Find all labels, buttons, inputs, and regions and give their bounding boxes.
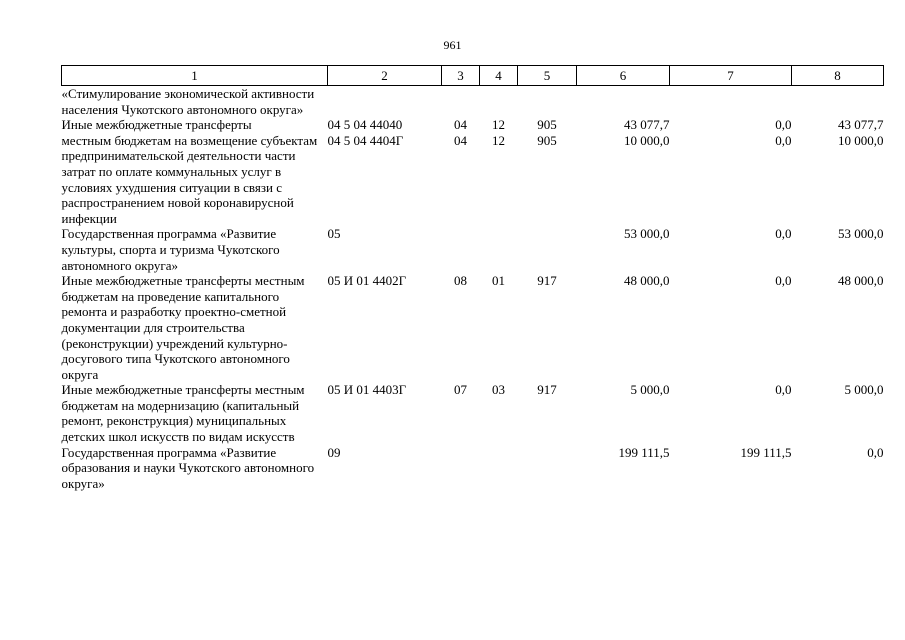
table-row: [62, 133, 884, 227]
row-subsection: [480, 226, 518, 273]
table-row: [62, 117, 884, 133]
row-amount-regional: 48 000,0: [838, 273, 884, 289]
row-name: «Стимулирование экономической активности населения Чукотского автономного округа»: [61, 86, 315, 117]
row-amount-federal: 0,0: [775, 132, 792, 148]
row-subsection: [480, 445, 518, 492]
row-amount-federal: 0,0: [775, 273, 792, 289]
row-amount-total: 48 000,0: [624, 273, 670, 289]
row-name: местным бюджетам на возмещение субъектам предпринимательской деятельности части затрат по оплате коммунальных услуг в условиях ухудшения ситуации в связи с распространением новой коронавирусной инфекции: [61, 132, 318, 226]
row-amount-total: [577, 86, 670, 118]
row-name: Государственная программа «Развитие культуры, спорта и туризма Чукотского автономного округа»: [61, 226, 280, 273]
header-col-3: 3: [442, 66, 480, 86]
table-row: [62, 226, 884, 273]
table-row: [62, 382, 884, 444]
row-expense-type: 905: [537, 117, 557, 133]
row-expense-type: [518, 86, 577, 118]
row-code: 04 5 04 4404Г: [327, 132, 404, 148]
row-section: 04: [454, 132, 467, 148]
header-col-8: 8: [792, 66, 884, 86]
row-amount-total: 10 000,0: [624, 132, 670, 148]
row-name: Государственная программа «Развитие образования и науки Чукотского автономного округа»: [61, 444, 315, 491]
table-row: [62, 445, 884, 492]
row-name: Иные межбюджетные трансферты местным бюджетам на модернизацию (капитальный ремонт, реконструкция) муниципальных детских школ искусств по видам искусств: [61, 382, 305, 445]
row-section: [442, 226, 480, 273]
header-col-2: 2: [328, 66, 442, 86]
row-code: 05 И 01 4402Г: [327, 273, 407, 289]
table-row: [62, 273, 884, 382]
row-section: [442, 445, 480, 492]
row-section: 07: [454, 382, 467, 398]
row-amount-regional: 10 000,0: [838, 132, 884, 148]
row-code: 09: [327, 444, 341, 460]
row-code: 04 5 04 44040: [327, 117, 403, 133]
row-subsection: 03: [492, 382, 505, 398]
row-code: 05 И 01 4403Г: [327, 382, 407, 398]
row-expense-type: [518, 445, 577, 492]
header-col-6: 6: [577, 66, 670, 86]
row-amount-federal: 0,0: [775, 382, 792, 398]
row-code: 05: [327, 226, 341, 242]
row-section: 08: [454, 273, 467, 289]
row-amount-regional: 5 000,0: [844, 382, 884, 398]
row-subsection: 01: [492, 273, 505, 289]
row-code: [328, 86, 442, 118]
header-col-7: 7: [670, 66, 792, 86]
row-amount-federal: 199 111,5: [740, 444, 792, 460]
row-subsection: 12: [492, 117, 505, 133]
row-amount-federal: 0,0: [775, 117, 792, 133]
budget-table: [61, 65, 884, 491]
row-section: [442, 86, 480, 118]
header-row: [62, 66, 884, 86]
page-number: 961: [443, 38, 462, 52]
table-row: [62, 86, 884, 118]
row-amount-regional: [792, 86, 884, 118]
row-section: 04: [454, 117, 467, 133]
row-amount-total: 5 000,0: [630, 382, 670, 398]
row-amount-federal: [670, 86, 792, 118]
row-amount-total: 199 111,5: [618, 444, 670, 460]
header-col-4: 4: [480, 66, 518, 86]
row-expense-type: 917: [537, 273, 557, 289]
row-expense-type: [518, 226, 577, 273]
row-subsection: 12: [492, 132, 505, 148]
row-amount-total: 53 000,0: [624, 226, 670, 242]
row-name: Иные межбюджетные трансферты: [61, 117, 252, 133]
row-subsection: [480, 86, 518, 118]
row-name: Иные межбюджетные трансферты местным бюджетам на проведение капитального ремонта и разработку проектно-сметной документации для строительства (реконструкции) учреждений культурно-досугового типа Чукотского автономного округа: [61, 273, 305, 382]
row-amount-regional: 0,0: [867, 444, 884, 460]
row-expense-type: 905: [537, 132, 557, 148]
row-expense-type: 917: [537, 382, 557, 398]
header-col-5: 5: [518, 66, 577, 86]
header-col-1: 1: [62, 66, 328, 86]
row-amount-total: 43 077,7: [624, 117, 670, 133]
row-amount-federal: 0,0: [775, 226, 792, 242]
row-amount-regional: 53 000,0: [838, 226, 884, 242]
row-amount-regional: 43 077,7: [838, 117, 884, 133]
